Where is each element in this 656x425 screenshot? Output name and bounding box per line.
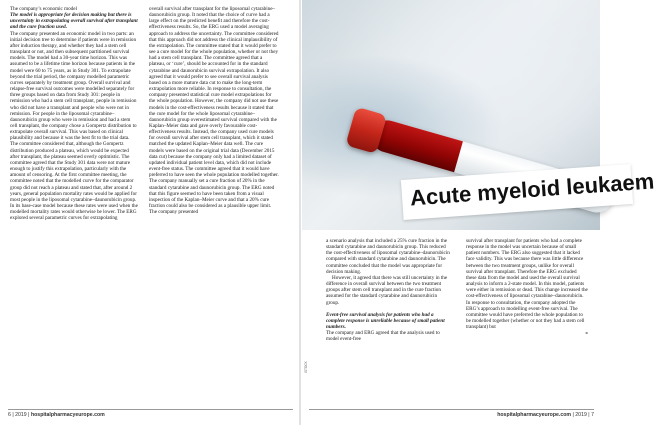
footer-separator: | [588, 412, 590, 418]
paragraph: survival after transplant for patients who had a complete response in the model was uncertain because of small patient numbers. The ERG also suggested that it lacked face validity. This was because there was little difference between the two treatment groups, unlike for overall survival after transplant. Therefore the ERG excluded these data from the model and used the overall survival analysis to inform a 2-state model. In this model, patients were either in remission or dead. This change increased the cost-effectiveness of liposomal cytarabine–daunorubicin. In response to consultation, the company adopted the ERG’s approach to modelling event-free survival. The committee would have preferred the whole population to be modelled together (whether or not they had a stem cell transplant) but [466, 238, 588, 331]
paragraph: The company presented an economic model in two parts: an initial decision tree to determine if patients were in remission after induction therapy, and whether they had a stem cell transplant or not, and then subsequent partitioned survival models. The model had a 30-year time horizon. This was assumed to be a lifetime time horizon because patients in the model were 60 to 75 years, as in Study 301. To extrapolate beyond the trial period, the company modelled parametric curves separately by treatment group. Overall survival and relapse-free survival outcomes were modelled separately for three groups based on data from Study 301: people in remission who had a stem cell transplant, people in remission who did not have a transplant and people who were not in remission. For people in the liposomal cytarabine–daunorubicin group who were in remission and had a stem cell transplant, the company chose a Gompertz distribution to extrapolate overall survival. This was based on clinical plausibility and because it was the best fit to the trial data. The committee considered that, although the Gompertz distribution produced a plateau, which would be expected after transplant, the plateau seemed overly optimistic. The committee agreed that the Study 301 data were not mature enough to justify this extrapolation, particularly with the amount of censoring. At the first committee meeting, the committee noted that the modelled curve for the comparator group did not reach a plateau and stated that, after around 2 years, general population mortality rates would be applied for most people in the liposomal cytarabine–daunorubicin group. In its base-case model because these rates were used when the modelled mortality rates would otherwise be lower. The ERG explored several parametric curves for extrapolating [10, 30, 138, 222]
page-footer [309, 409, 594, 420]
publication-url: hospitalpharmacyeurope.com [497, 412, 572, 418]
article-column-4 [466, 238, 588, 402]
tube-label-text: Acute myeloid leukaem [409, 168, 655, 211]
page-number: 7 [591, 412, 594, 418]
paragraph: However, it agreed that there was still uncertainty in the difference in overall survival between the two treatment groups after stem cell transplant and in the cure fraction assumed for the standard cytarabine and daunorubicin group. [326, 274, 448, 306]
continued-marker: » [585, 330, 588, 337]
publication-year: 2019 [575, 412, 587, 418]
left-page [0, 0, 299, 425]
photo-credit: ISTOCK [304, 361, 308, 373]
footer-separator: | [572, 412, 574, 418]
section-summary: The model is appropriate for decision making but there is uncertainty in extrapolating overall survival after transplant and the cure fraction used. [10, 12, 138, 31]
right-page [301, 0, 655, 425]
footer-separator: | [12, 412, 14, 418]
article-photo [302, 0, 655, 230]
section-heading: The company’s economic model [10, 6, 77, 12]
article-column-3 [326, 238, 450, 402]
section-summary: Event-free survival analysis for patients who had a complete response is unreliable because of small patient numbers. [326, 311, 445, 331]
footer-separator: | [28, 412, 30, 418]
page-number: 6 [8, 412, 11, 418]
publication-url: hospitalpharmacyeurope.com [30, 412, 105, 418]
article-column-2 [149, 6, 279, 408]
paragraph: a scenario analysis that included a 25% cure fraction in the standard cytarabine and daunorubicin group. This reduced the cost-effectiveness of liposomal cytarabine–daunorubicin compared with standard cytarabine and daunorubicin. The committee concluded that the model was appropriate for decision making. [326, 238, 450, 275]
article-column-1 [10, 6, 138, 408]
publication-year: 2019 [15, 412, 27, 418]
paragraph: The company and ERG agreed that the analysis used to model event-free [326, 330, 440, 343]
paragraph: overall survival after transplant for the liposomal cytarabine–daunorubicin group. It noted that the choice of curve had a large effect on the predicted benefit and therefore the cost-effectiveness results. So, the ERG used a model averaging approach to address the uncertainty. The committee considered that this approach did not address the clinical implausibility of the extrapolation. The committee stated that it would prefer to see a cure model for the whole population, whether or not they had a stem cell transplant. The committee agreed that a plateau, or ‘cure’, should be accounted for in the standard cytarabine and daunorubicin survival extrapolation. It also agreed that it would prefer to see overall survival analysis based on a more mature data cut to make the long-term extrapolation more reliable. In response to consultation, the company presented statistical cure model extrapolations for the whole population. However, the company did not use these models in the cost-effectiveness results because it stated that the cure model for the whole liposomal cytarabine–daunorubicin group overestimated survival compared with the Kaplan–Meier data and gave overly favourable cost-effectiveness results. Instead, the company used cure models for overall survival after stem cell transplant, which it stated matched the updated Kaplan–Meier data well. The cure models were based on the original trial data (December 2015 data cut) because the company only had a limited dataset of updated individual patient level data, which did not include event-free status. The committee agreed that it would have preferred to have seen the whole population modelled together. The company manually set a cure fraction of 20% in the standard cytarabine and daunorubicin group. The ERG noted that this figure seemed to have been taken from a visual inspection of the Kaplan–Meier curve and that a 20% cure fraction could also be considered as a plausible upper limit. The company presented [149, 6, 279, 216]
page-footer [8, 409, 293, 420]
